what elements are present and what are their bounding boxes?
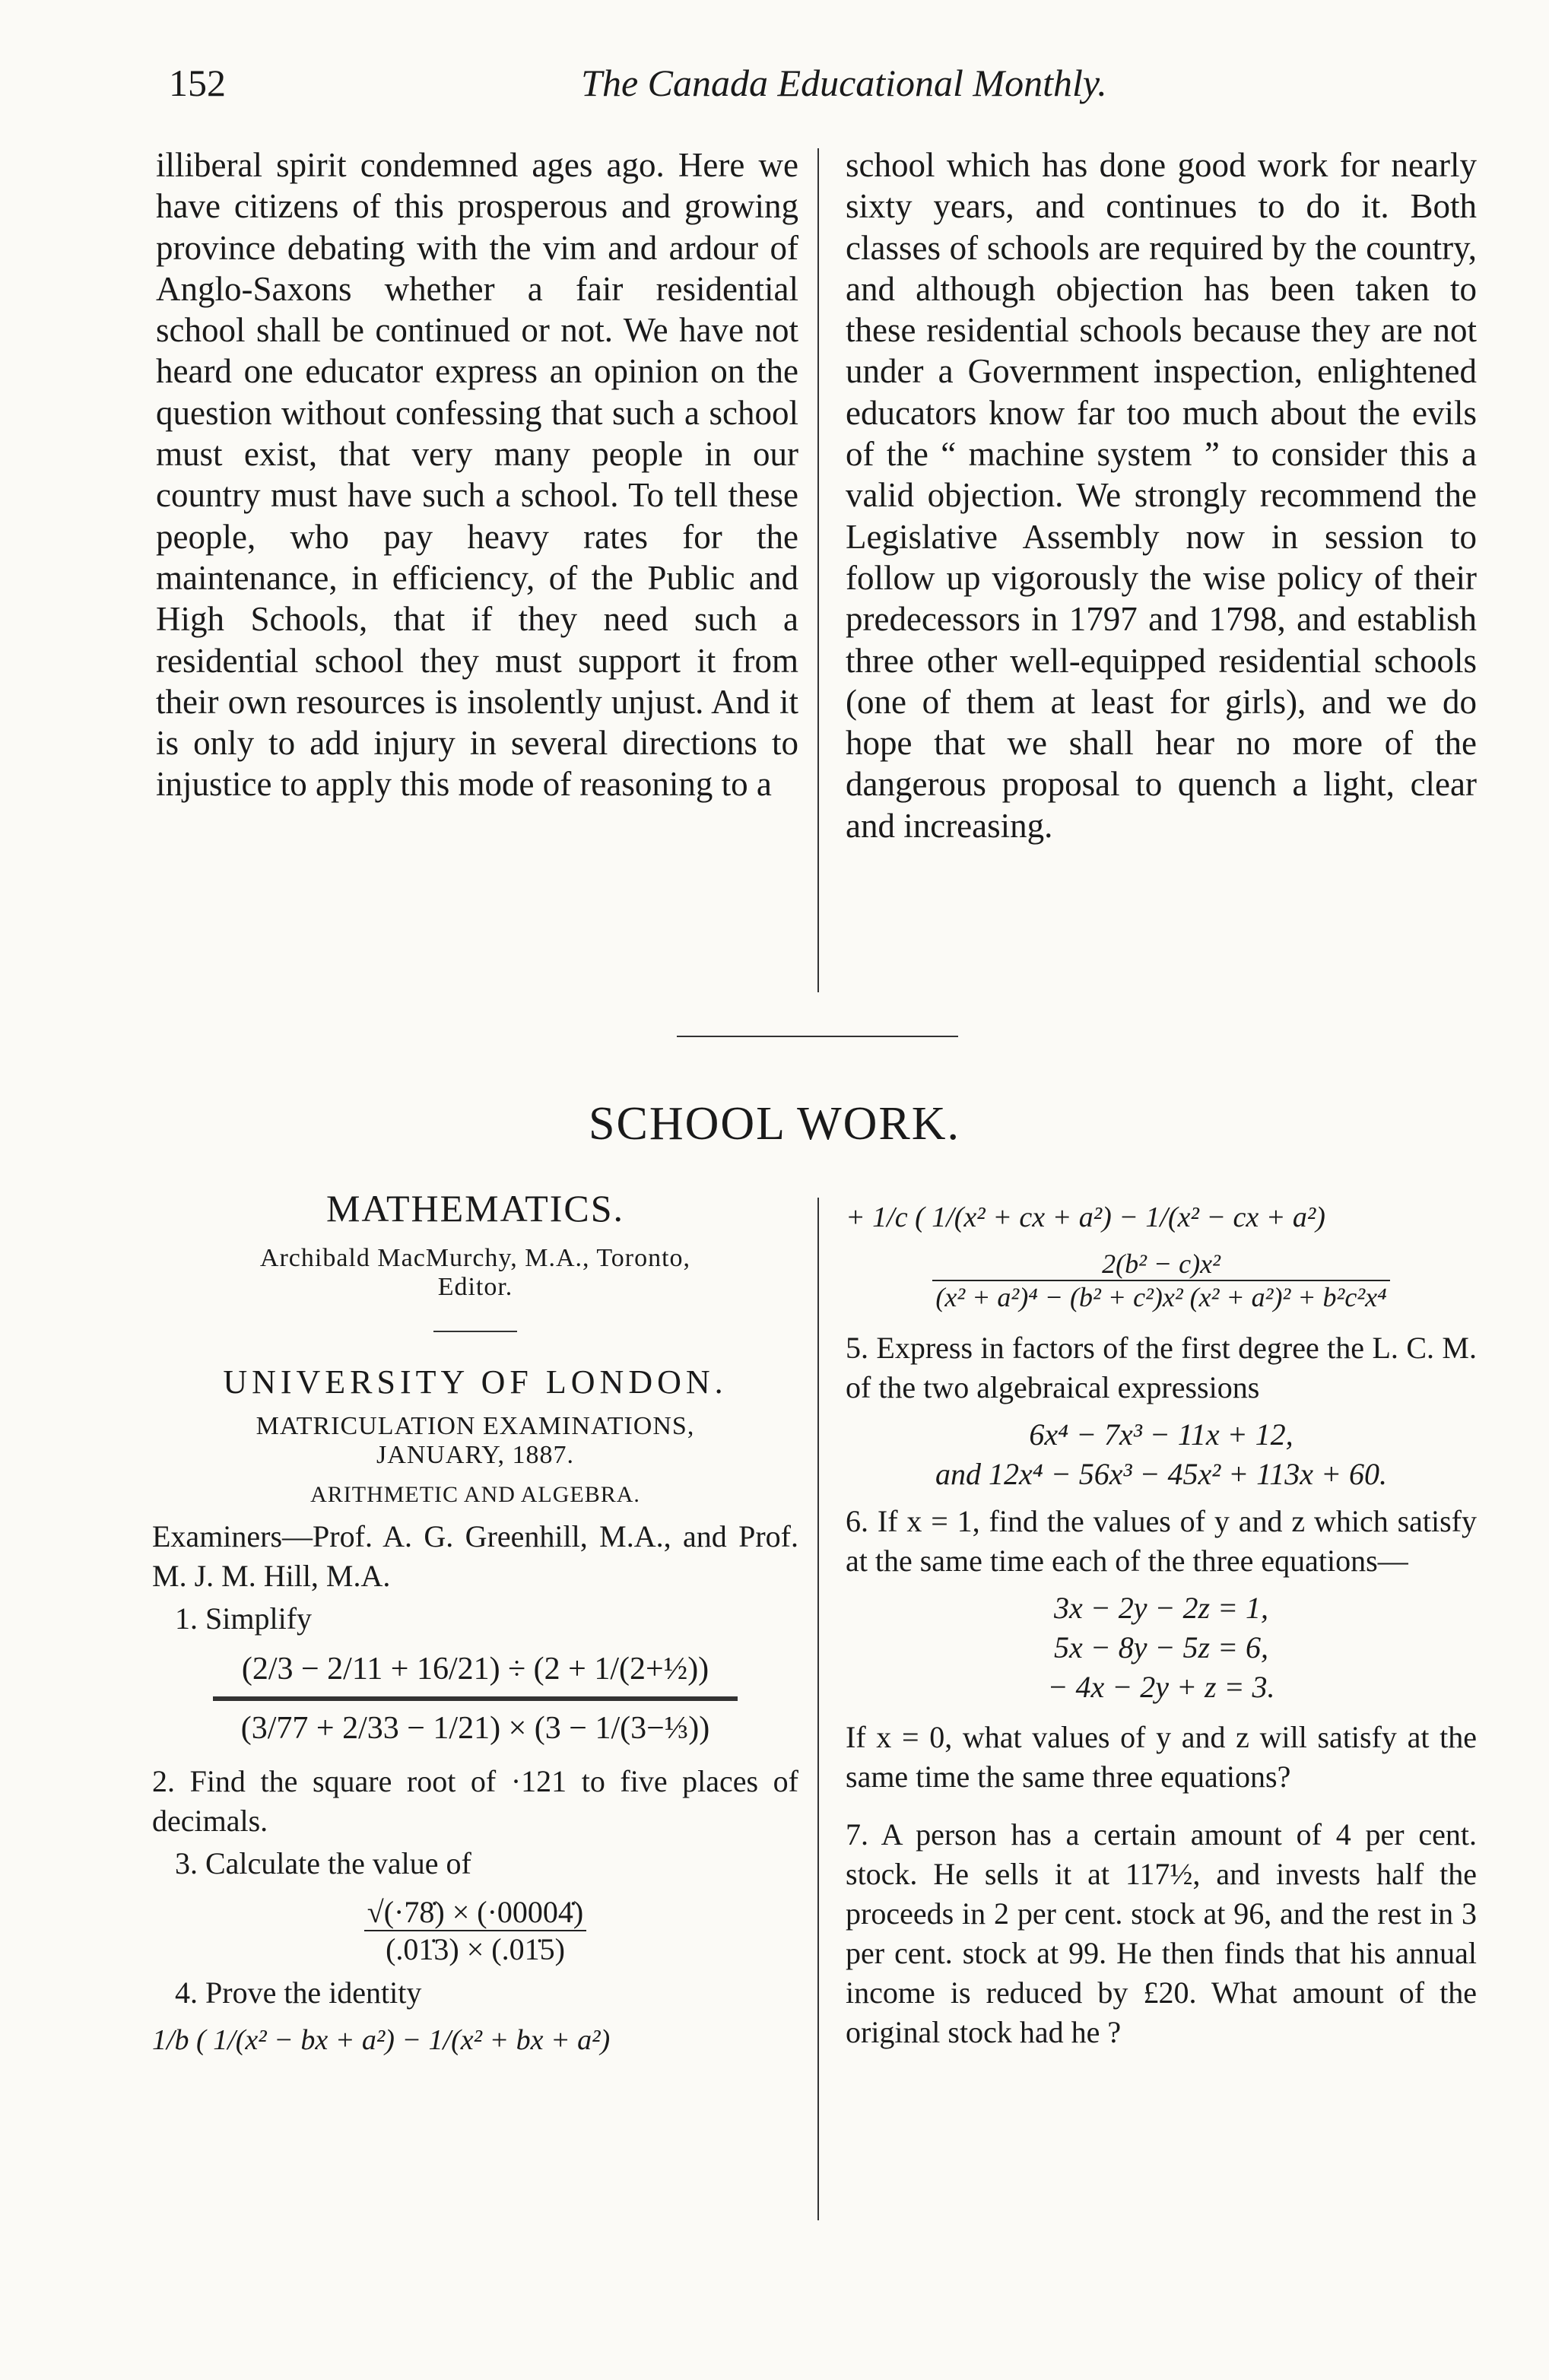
q1-fraction-bar — [213, 1696, 738, 1701]
column-divider-top — [817, 148, 819, 992]
exam-heading: MATRICULATION EXAMINATIONS, — [256, 1412, 695, 1440]
subject-heading: MATHEMATICS. — [325, 1187, 625, 1230]
question-6b: If x = 0, what values of y and z will satisfy at the same time the same three equations? — [846, 1720, 1477, 1794]
math-left-column — [152, 1186, 798, 2060]
editor-line-1: Archibald MacMurchy, M.A., Toronto, — [259, 1244, 691, 1272]
q6-equation-3: − 4x − 2y + z = 3. — [1047, 1670, 1275, 1704]
q3-fraction — [364, 1894, 586, 1967]
article-left-column — [156, 144, 798, 805]
math-right-column — [846, 1198, 1477, 2052]
q5-expression-2: and 12x⁴ − 56x³ − 45x² + 113x + 60. — [935, 1457, 1387, 1491]
q1-expression-bottom: (3/77 + 2/33 − 1/21) × (3 − 1/(3−⅓)) — [240, 1711, 710, 1746]
exam-date: JANUARY, 1887. — [376, 1441, 574, 1469]
section-rule — [677, 1036, 958, 1037]
page-number: 152 — [169, 62, 226, 104]
section-title: SCHOOL WORK. — [588, 1098, 961, 1150]
editor-line-2: Editor. — [437, 1273, 513, 1301]
q4-rhs-numerator: 2(b² − c)x² — [932, 1248, 1389, 1281]
article-right-column — [846, 144, 1477, 846]
university-heading: UNIVERSITY OF LONDON. — [223, 1363, 728, 1401]
question-6: 6. If x = 1, find the values of y and z which satisfy at the same time each of the three equations— — [846, 1504, 1477, 1578]
question-5: 5. Express in factors of the first degree the L. C. M. of the two algebraical expressions — [846, 1331, 1477, 1404]
q4-line-1: 1/b ( 1/(x² − bx + a²) − 1/(x² + bx + a²) — [152, 2024, 611, 2056]
question-4: 4. Prove the identity — [175, 1975, 422, 2010]
q1-expression-top: (2/3 − 2/11 + 16/21) ÷ (2 + 1/(2+½)) — [241, 1652, 709, 1687]
q4-rhs-fraction — [932, 1248, 1389, 1313]
column-divider-bottom — [817, 1198, 819, 2220]
editor-rule — [433, 1331, 517, 1332]
q4-rhs-denominator: (x² + a²)⁴ − (b² + c²)x² (x² + a²)² + b²c²x⁴ — [935, 1282, 1387, 1312]
q3-denominator: (.01̇3) × (.01̇5) — [386, 1932, 565, 1966]
q6-equation-2: 5x − 8y − 5z = 6, — [1053, 1630, 1269, 1664]
question-3: 3. Calculate the value of — [175, 1846, 471, 1880]
q4-line-2: + 1/c ( 1/(x² + cx + a²) − 1/(x² − cx + a²) — [846, 1201, 1325, 1233]
running-title: The Canada Educational Monthly. — [581, 62, 1107, 104]
question-2: 2. Find the square root of ·121 to five places of decimals. — [152, 1764, 798, 1838]
q3-numerator: √(·78̇) × (·00004̇) — [364, 1894, 586, 1931]
article-left-text: illiberal spirit condemned ages ago. Here we have citizens of this prosperous and growing province debating with the vim and ardour of Anglo-Saxons whether a fair residential school shall be continued or not. We have not heard one educator express an opinion on the question without confessing that such a school must exist, that very many people in our country must have such a school. To tell these people, who pay heavy rates for the maintenance, in efficiency, of the Public and High Schools, that if they need such a residential school they must support it from their own resources is insolently unjust. And it is only to add injury in several directions to injustice to apply this mode of reasoning to a — [156, 146, 798, 804]
paper-heading: ARITHMETIC AND ALGEBRA. — [310, 1482, 640, 1507]
question-7: 7. A person has a certain amount of 4 per cent. stock. He sells it at 117½, and invests half the proceeds in 2 per cent. stock at 96, and the rest in 3 per cent. stock at 99. He then finds that his annual income is reduced by £20. What amount of the original stock had he ? — [846, 1817, 1477, 2049]
q5-expression-1: 6x⁴ − 7x³ − 11x + 12, — [1029, 1417, 1293, 1452]
q6-equation-1: 3x − 2y − 2z = 1, — [1053, 1591, 1269, 1625]
article-right-text: school which has done good work for nearly sixty years, and continues to do it. Both classes of schools are required by the country, and although objection has been taken to these residential schools because they are not under a Government inspection, enlightened educators know far too much about the evils of the “ machine system ” to consider this a valid objection. We strongly recommend the Legislative Assembly now in session to follow up vigorously the wise policy of their predecessors in 1797 and 1798, and establish three other well-equipped residential schools (one of them at least for girls), and we do hope that we shall hear no more of the dangerous proposal to quench a light, clear and increasing. — [846, 146, 1477, 845]
question-1: 1. Simplify — [175, 1601, 313, 1636]
examiners: Examiners—Prof. A. G. Greenhill, M.A., and Prof. M. J. M. Hill, M.A. — [152, 1519, 798, 1593]
